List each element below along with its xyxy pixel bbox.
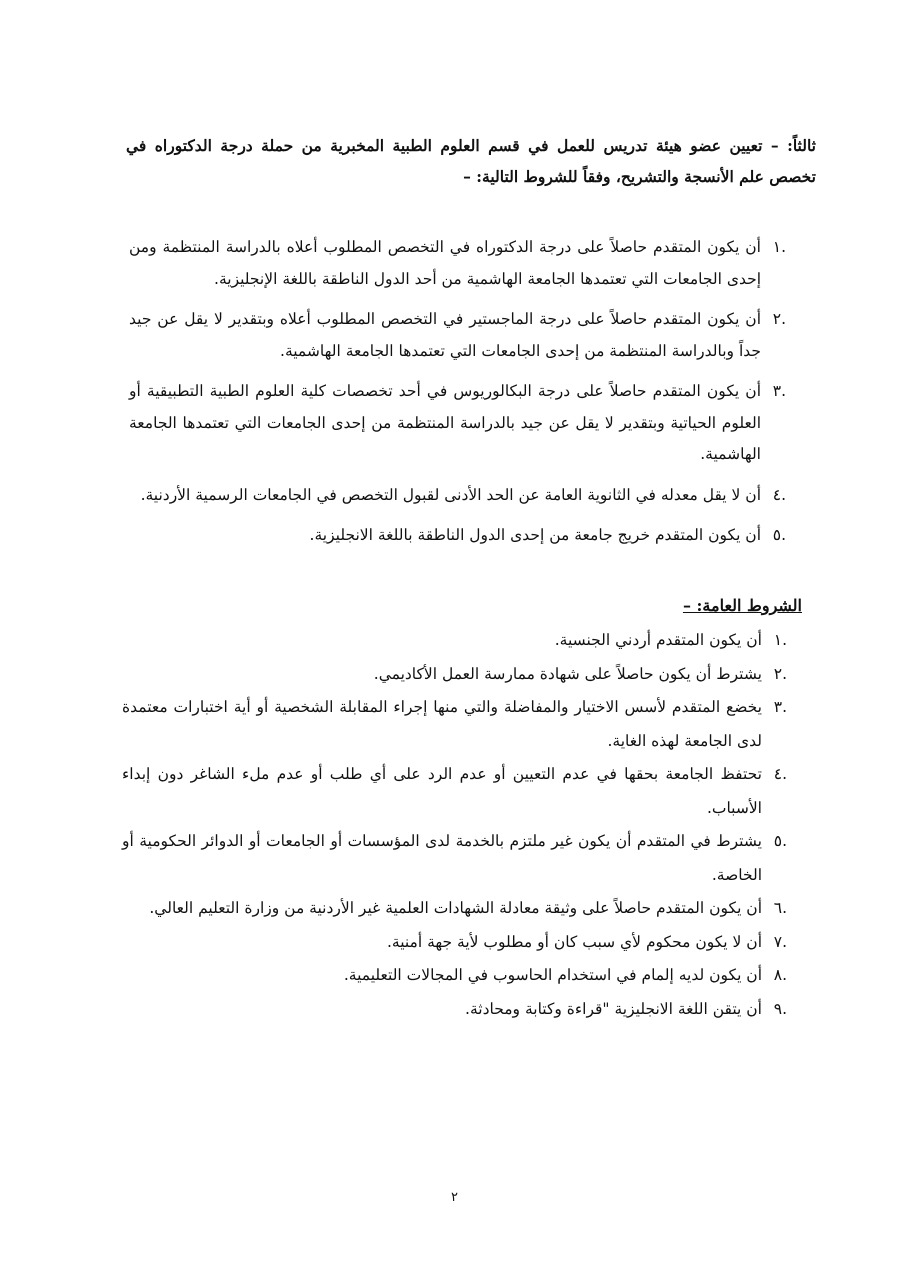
section-heading: ثالثاً: – تعيين عضو هيئة تدريس للعمل في قسم العلوم الطبية المخبرية من حملة درجة الدكتوراه في تخصص علم الأنسجة والتشريح، وفقاً للشروط التالية: – bbox=[126, 136, 816, 186]
item-text: أن يكون المتقدم حاصلاً على درجة الدكتوراه في التخصص المطلوب أعلاه بالدراسة المنتظمة ومن إحدى الجامعات التي تعتمدها الجامعة الهاشمية من أحد الدول الناطقة باللغة الإنجليزية. bbox=[129, 238, 761, 288]
item-text: أن لا يقل معدله في الثانوية العامة عن الحد الأدنى لقبول التخصص في الجامعات الرسمية الأردنية. bbox=[140, 485, 761, 504]
list-item bbox=[122, 993, 787, 1027]
item-number: .٩ bbox=[773, 999, 787, 1018]
list-item bbox=[122, 892, 787, 926]
item-number: .٣ bbox=[772, 382, 786, 400]
item-number: .٨ bbox=[773, 966, 787, 984]
list-item bbox=[122, 959, 787, 993]
list-item bbox=[122, 691, 787, 758]
item-number: .١ bbox=[773, 631, 787, 649]
list-item bbox=[129, 304, 786, 367]
item-text: يخضع المتقدم لأسس الاختيار والمفاضلة والتي منها إجراء المقابلة الشخصية أو أية اختبارات معتمدة لدى الجامعة لهذه الغاية. bbox=[122, 698, 762, 750]
specific-conditions-list bbox=[129, 232, 786, 561]
item-number: .٤ bbox=[772, 485, 786, 504]
list-item bbox=[129, 232, 786, 295]
item-text: أن يتقن اللغة الانجليزية "قراءة وكتابة ومحادثة. bbox=[465, 999, 762, 1018]
item-number: .٦ bbox=[773, 899, 787, 917]
list-item bbox=[122, 758, 787, 825]
item-text: أن يكون لديه إلمام في استخدام الحاسوب في المجالات التعليمية. bbox=[343, 966, 762, 984]
page-number: ٢ bbox=[451, 1190, 458, 1205]
list-item bbox=[122, 624, 787, 658]
item-text: أن يكون المتقدم حاصلاً على وثيقة معادلة الشهادات العلمية غير الأردنية من وزارة التعليم العالي. bbox=[149, 899, 762, 917]
item-text: أن يكون المتقدم حاصلاً على درجة البكالوريوس في أحد تخصصات كلية العلوم الطبية التطبيقية أو العلوم الحياتية وبتقدير لا يقل عن جيد بالدراسة المنتظمة من إحدى الجامعات التي تعتمدها الجامعة الهاشمية. bbox=[129, 382, 761, 463]
list-item bbox=[122, 926, 787, 960]
item-text: أن يكون المتقدم أردني الجنسية. bbox=[554, 631, 762, 649]
item-text: يشترط في المتقدم أن يكون غير ملتزم بالخدمة لدى المؤسسات أو الجامعات أو الدوائر الحكومية أو الخاصة. bbox=[122, 832, 762, 884]
item-number: .٥ bbox=[772, 526, 786, 544]
list-item bbox=[129, 520, 786, 552]
item-number: .٢ bbox=[773, 664, 787, 683]
list-item bbox=[122, 825, 787, 892]
item-text: أن يكون المتقدم خريج جامعة من إحدى الدول الناطقة باللغة الانجليزية. bbox=[309, 526, 761, 544]
item-number: .١ bbox=[772, 238, 786, 256]
item-text: أن لا يكون محكوم لأي سبب كان أو مطلوب لأية جهة أمنية. bbox=[386, 932, 762, 951]
list-item bbox=[129, 376, 786, 471]
item-number: .٣ bbox=[773, 698, 787, 716]
item-text: أن يكون المتقدم حاصلاً على درجة الماجستير في التخصص المطلوب أعلاه وبتقدير لا يقل عن جيد جداً وبالدراسة المنتظمة من إحدى الجامعات التي تعتمدها الجامعة الهاشمية. bbox=[129, 310, 761, 360]
list-item bbox=[129, 480, 786, 512]
item-number: .٥ bbox=[773, 832, 787, 850]
list-item bbox=[122, 658, 787, 692]
item-text: تحتفظ الجامعة بحقها في عدم التعيين أو عدم الرد على أي طلب أو عدم ملء الشاغر دون إبداء الأسباب. bbox=[122, 765, 762, 817]
item-number: .٧ bbox=[773, 932, 787, 951]
item-text: يشترط أن يكون حاصلاً على شهادة ممارسة العمل الأكاديمي. bbox=[373, 664, 762, 683]
general-conditions-list bbox=[122, 624, 787, 1026]
item-number: .٢ bbox=[772, 310, 786, 328]
general-conditions-title: الشروط العامة: – bbox=[682, 596, 802, 615]
item-number: .٤ bbox=[773, 765, 787, 783]
